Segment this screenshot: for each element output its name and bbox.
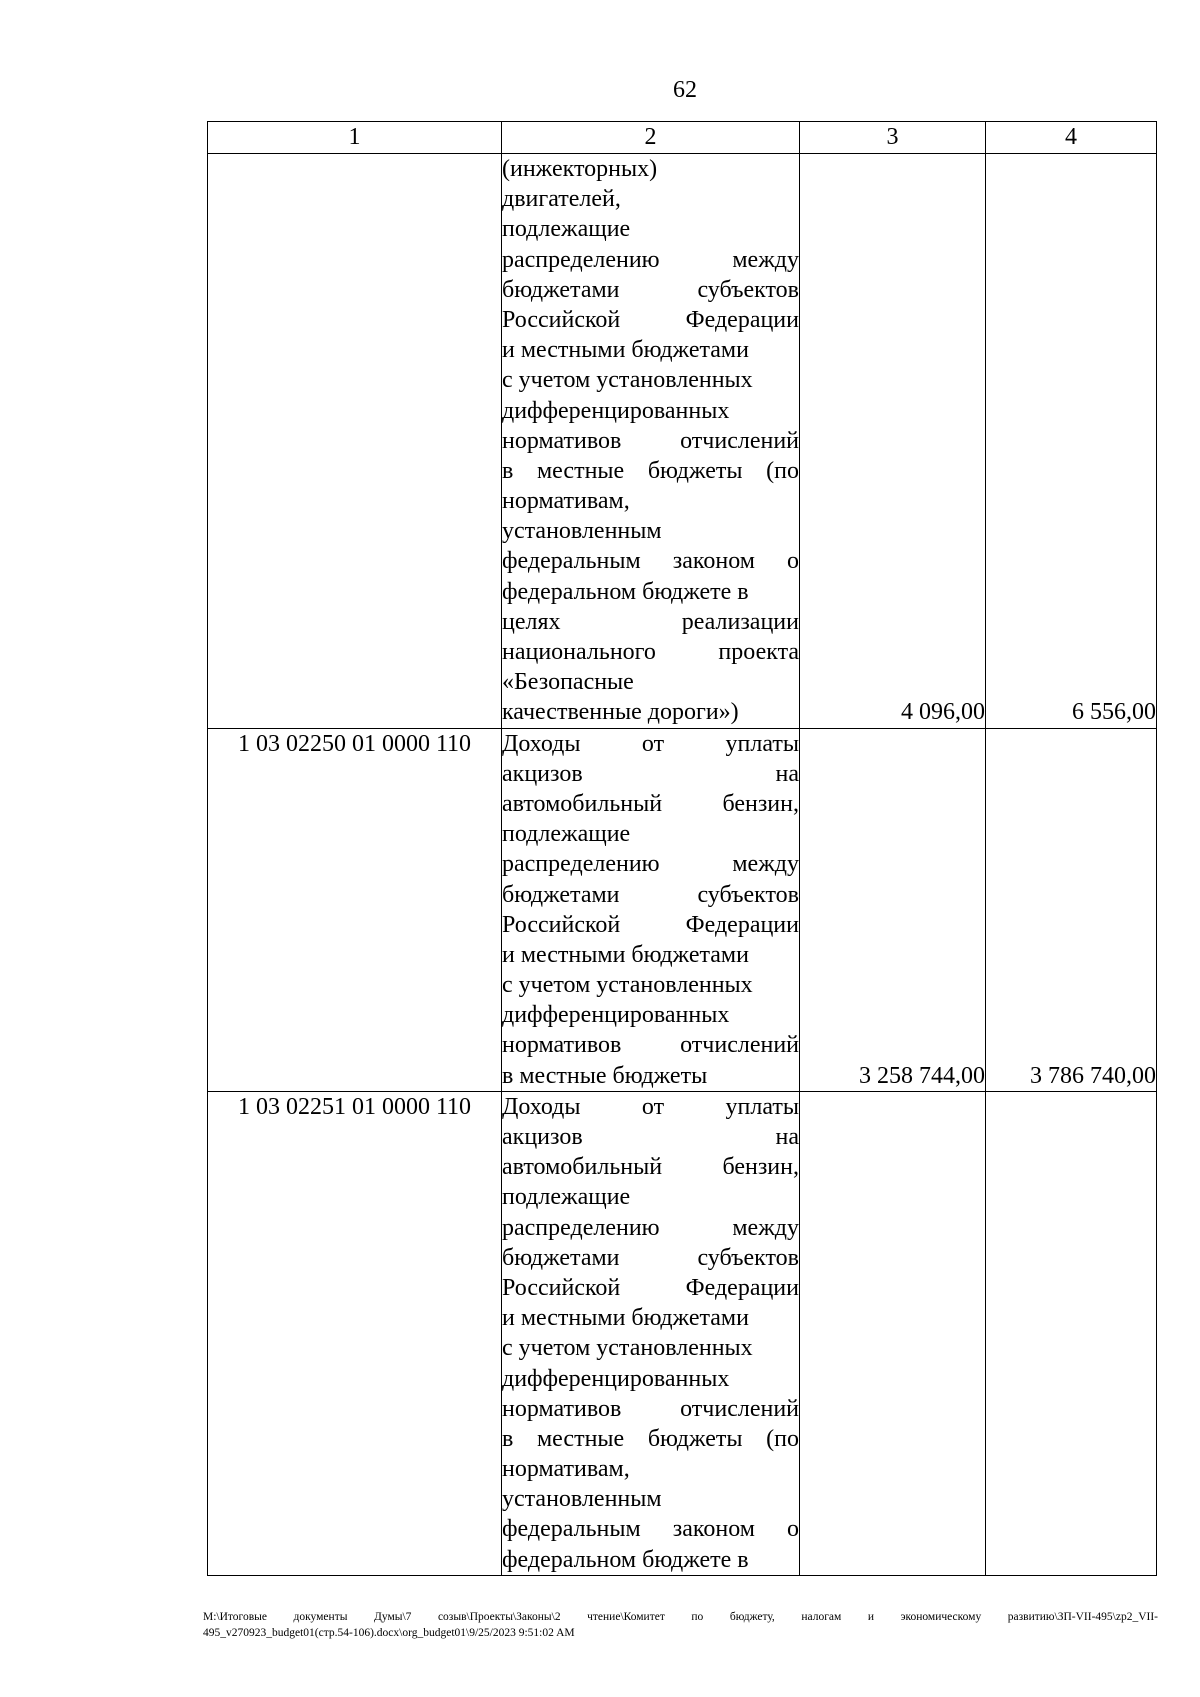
column-header-3: 3 (800, 122, 986, 154)
description-line: и местными бюджетами (502, 337, 749, 364)
table-row (208, 1091, 1157, 1575)
description-line: (инжекторных) (502, 156, 658, 182)
cell-amount-col3: 3 258 744,00 (800, 728, 986, 1091)
description-line: подлежащие (502, 821, 631, 848)
budget-table (207, 121, 1157, 1576)
description-line: нормативам, (502, 488, 630, 515)
description-line: распределению между (502, 1214, 799, 1241)
description-line: дифференцированных (502, 1002, 730, 1029)
description-line: подлежащие (502, 216, 631, 243)
description-line: подлежащие (502, 1184, 631, 1211)
cell-description (502, 154, 800, 729)
description-line: установленным (502, 1486, 662, 1513)
description-line: Доходы от уплаты (502, 1093, 799, 1120)
description-line: с учетом установленных (502, 972, 753, 999)
description-line: дифференцированных (502, 397, 730, 424)
description-line: распределению между (502, 851, 799, 878)
description-line: целях реализации (502, 608, 799, 635)
description-line: Российской Федерации (502, 1274, 799, 1301)
description-line: качественные дороги») (502, 699, 739, 726)
cell-amount-col3 (800, 1091, 986, 1575)
table-row (208, 728, 1157, 1091)
description-line: нормативам, (502, 1456, 630, 1483)
description-line: установленным (502, 518, 662, 545)
description-line: автомобильный бензин, (502, 790, 799, 817)
cell-code: 1 03 02250 01 0000 110 (208, 728, 502, 1091)
cell-amount-col4: 6 556,00 (986, 154, 1157, 729)
description-line: Российской Федерации (502, 306, 799, 333)
description-line: Доходы от уплаты (502, 730, 799, 757)
table-body (208, 154, 1157, 1576)
cell-amount-col3: 4 096,00 (800, 154, 986, 729)
cell-amount-col4: 3 786 740,00 (986, 728, 1157, 1091)
description-line: бюджетами субъектов (502, 881, 799, 908)
description-line: в местные бюджеты (по (502, 457, 799, 484)
page-number: 62 (673, 77, 697, 103)
description-line: с учетом установленных (502, 367, 753, 394)
footer-line-2: 495_v270923_budget01(стр.54-106).docx\org_budget01\9/25/2023 9:51:02 AM (203, 1627, 575, 1639)
cell-code: 1 03 02251 01 0000 110 (208, 1091, 502, 1575)
description-line: и местными бюджетами (502, 941, 749, 968)
column-header-1: 1 (208, 122, 502, 154)
column-header-4: 4 (986, 122, 1157, 154)
cell-description (502, 728, 800, 1091)
description-line: двигателей, (502, 186, 621, 213)
description-line: нормативов отчислений (502, 427, 799, 454)
description-line: автомобильный бензин, (502, 1154, 799, 1181)
description-line: бюджетами субъектов (502, 276, 799, 303)
description-line: федеральном бюджете в (502, 578, 749, 605)
description-line: «Безопасные (502, 669, 634, 696)
description-line: в местные бюджеты (502, 1062, 708, 1089)
cell-description (502, 1091, 800, 1575)
file-path-footer (203, 1609, 1158, 1641)
description-line: федеральным законом о (502, 548, 799, 575)
description-line: национального проекта (502, 639, 799, 665)
description-line: бюджетами субъектов (502, 1244, 799, 1271)
description-line: акцизов на (502, 1124, 799, 1150)
description-line: акцизов на (502, 760, 799, 787)
description-line: распределению между (502, 246, 799, 273)
description-line: с учетом установленных (502, 1335, 753, 1362)
description-line: дифференцированных (502, 1365, 730, 1392)
table-row (208, 154, 1157, 729)
footer-line-1: M:\Итоговые документы Думы\7 созыв\Проекты\Законы\2 чтение\Комитет по бюджету, налогам и экономическому развитию\ЗП-VII-495\zp2_VII- (203, 1611, 1158, 1623)
cell-code (208, 154, 502, 729)
cell-amount-col4 (986, 1091, 1157, 1575)
table-header-row (208, 122, 1157, 154)
description-line: Российской Федерации (502, 911, 799, 938)
description-line: нормативов отчислений (502, 1395, 799, 1422)
description-line: и местными бюджетами (502, 1305, 749, 1332)
description-line: федеральном бюджете в (502, 1546, 749, 1573)
description-line: федеральным законом о (502, 1516, 799, 1543)
description-line: в местные бюджеты (по (502, 1425, 799, 1452)
column-header-2: 2 (502, 122, 800, 154)
description-line: нормативов отчислений (502, 1032, 799, 1059)
